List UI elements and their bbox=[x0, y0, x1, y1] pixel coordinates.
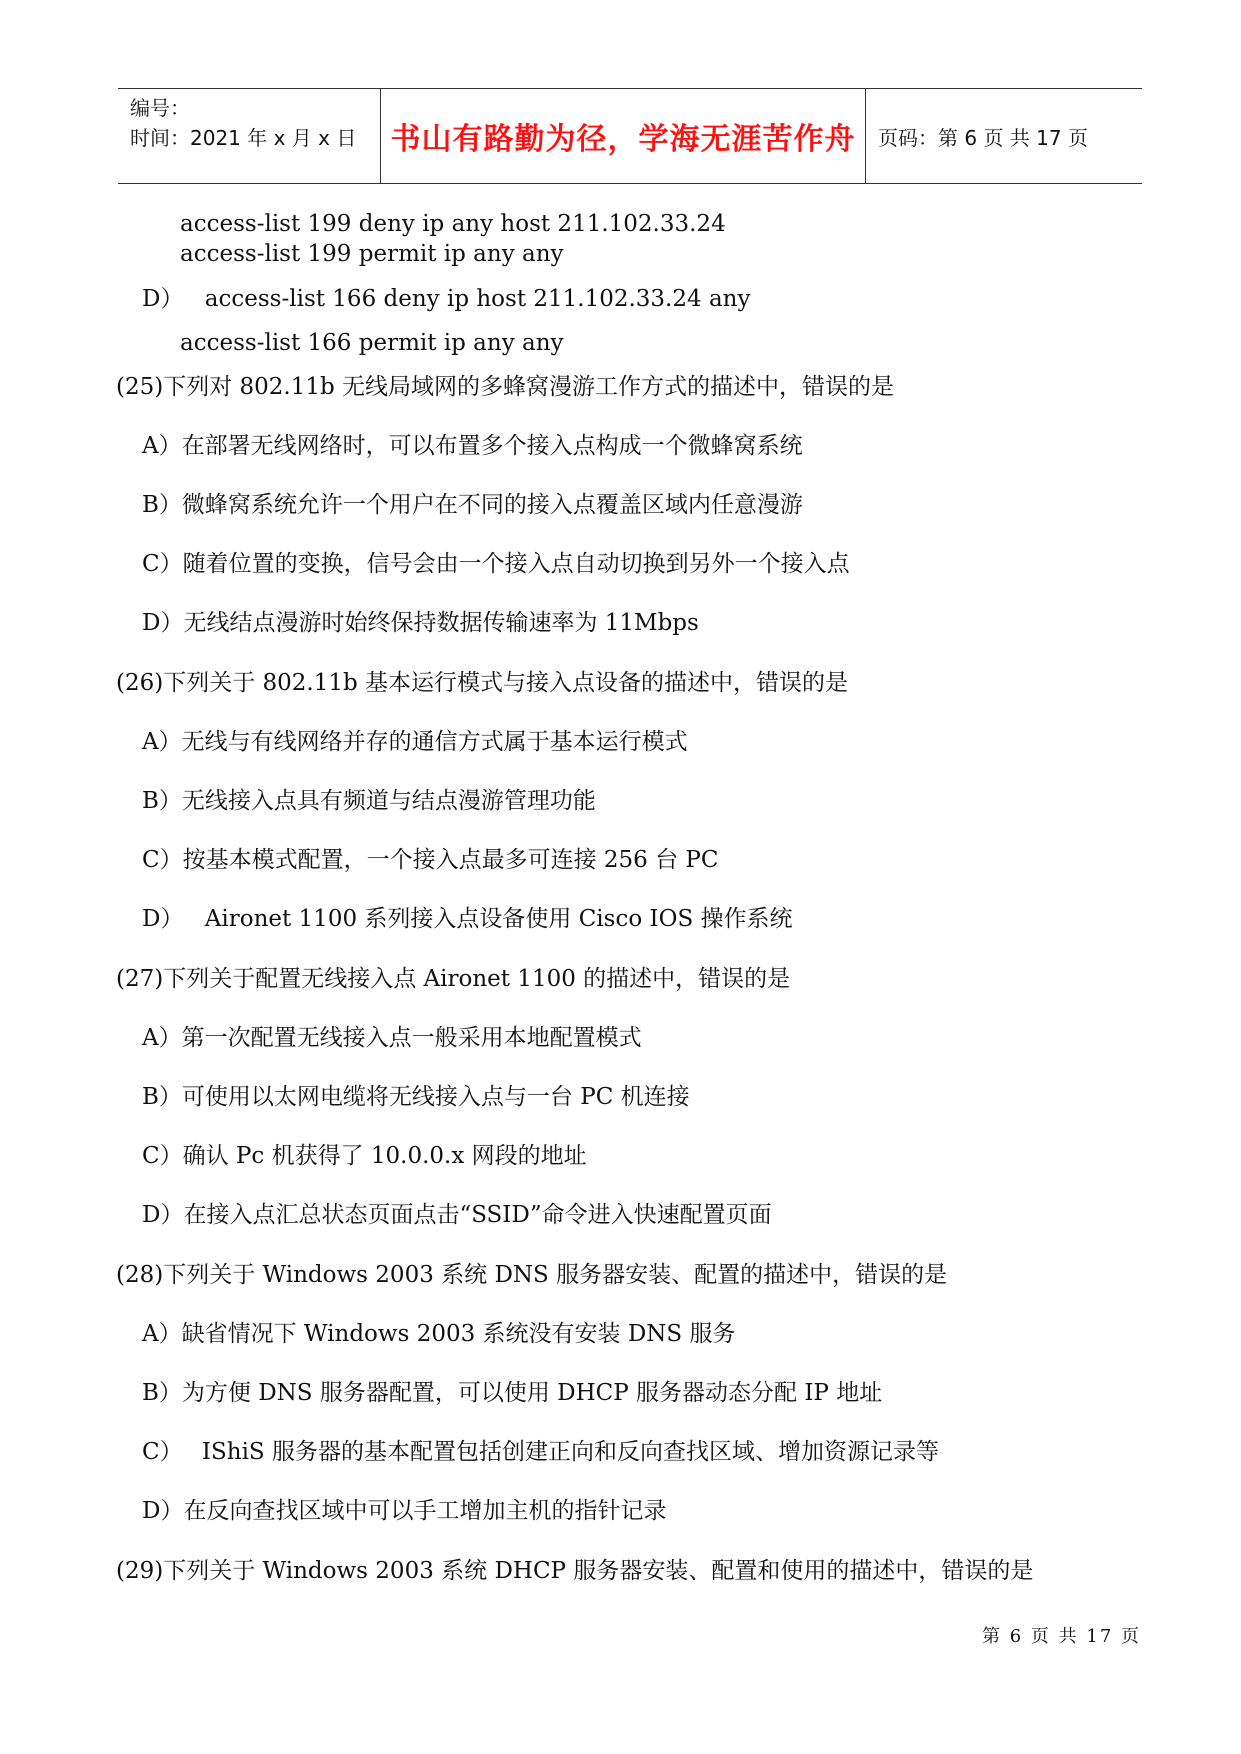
number-label: 编号： bbox=[130, 96, 190, 120]
q26-option-d-text: Aironet 1100 系列接入点设备使用 Cisco IOS 操作系统 bbox=[204, 906, 793, 932]
q26-option-a: A）无线与有线网络并存的通信方式属于基本运行模式 bbox=[142, 729, 688, 755]
header-info-cell bbox=[118, 89, 380, 183]
q26-option-b: B）无线接入点具有频道与结点漫游管理功能 bbox=[142, 788, 596, 814]
q28-option-c-text: IShiS 服务器的基本配置包括创建正向和反向查找区域、增加资源记录等 bbox=[201, 1439, 939, 1465]
q27-option-a: A）第一次配置无线接入点一般采用本地配置模式 bbox=[142, 1025, 642, 1051]
q27-option-d: D）在接入点汇总状态页面点击“SSID”命令进入快速配置页面 bbox=[142, 1202, 772, 1228]
prev-option-c-line-2: access-list 199 permit ip any any bbox=[180, 241, 564, 267]
header-motto: 书山有路勤为径，学海无涯苦作舟 bbox=[380, 89, 866, 183]
q28-option-b: B）为方便 DNS 服务器配置，可以使用 DHCP 服务器动态分配 IP 地址 bbox=[142, 1380, 883, 1406]
q28-option-d: D）在反向查找区域中可以手工增加主机的指针记录 bbox=[142, 1498, 667, 1524]
q25-option-a: A）在部署无线网络时，可以布置多个接入点构成一个微蜂窝系统 bbox=[142, 433, 803, 459]
q27-option-c: C）确认 Pc 机获得了 10.0.0.x 网段的地址 bbox=[142, 1143, 587, 1169]
q26-option-d bbox=[142, 904, 793, 934]
question-28: (28)下列关于 Windows 2003 系统 DNS 服务器安装、配置的描述中，错误的是 bbox=[116, 1262, 948, 1288]
question-29: (29)下列关于 Windows 2003 系统 DHCP 服务器安装、配置和使用的描述中，错误的是 bbox=[116, 1558, 1034, 1584]
prev-option-d bbox=[142, 284, 750, 314]
q25-option-d: D）无线结点漫游时始终保持数据传输速率为 11Mbps bbox=[142, 610, 699, 636]
q25-option-c: C）随着位置的变换，信号会由一个接入点自动切换到另外一个接入点 bbox=[142, 551, 850, 577]
prev-option-d-line-2: access-list 166 permit ip any any bbox=[180, 330, 564, 356]
page-footer: 第 6 页 共 17 页 bbox=[982, 1626, 1141, 1647]
question-25: (25)下列对 802.11b 无线局域网的多蜂窝漫游工作方式的描述中，错误的是 bbox=[116, 374, 895, 400]
question-26: (26)下列关于 802.11b 基本运行模式与接入点设备的描述中，错误的是 bbox=[116, 670, 849, 696]
q27-option-b: B）可使用以太网电缆将无线接入点与一台 PC 机连接 bbox=[142, 1084, 690, 1110]
header-page-info: 页码：第 6 页 共 17 页 bbox=[878, 125, 1088, 150]
q26-option-d-label: D） bbox=[142, 906, 184, 932]
question-27: (27)下列关于配置无线接入点 Aironet 1100 的描述中，错误的是 bbox=[116, 966, 791, 992]
q26-option-c: C）按基本模式配置，一个接入点最多可连接 256 台 PC bbox=[142, 847, 719, 873]
q28-option-c-label: C） bbox=[142, 1439, 183, 1465]
prev-option-c-line-1: access-list 199 deny ip any host 211.102.33.24 bbox=[180, 211, 726, 237]
time-label: 时间：2021 年 x 月 x 日 bbox=[130, 126, 357, 150]
q25-option-b: B）微蜂窝系统允许一个用户在不同的接入点覆盖区域内任意漫游 bbox=[142, 492, 803, 518]
page-header bbox=[118, 88, 1142, 184]
q28-option-c bbox=[142, 1437, 939, 1467]
prev-option-d-label: D） bbox=[142, 286, 184, 312]
q28-option-a: A）缺省情况下 Windows 2003 系统没有安装 DNS 服务 bbox=[142, 1321, 736, 1347]
prev-option-d-line-1: access-list 166 deny ip host 211.102.33.24 any bbox=[204, 286, 751, 312]
